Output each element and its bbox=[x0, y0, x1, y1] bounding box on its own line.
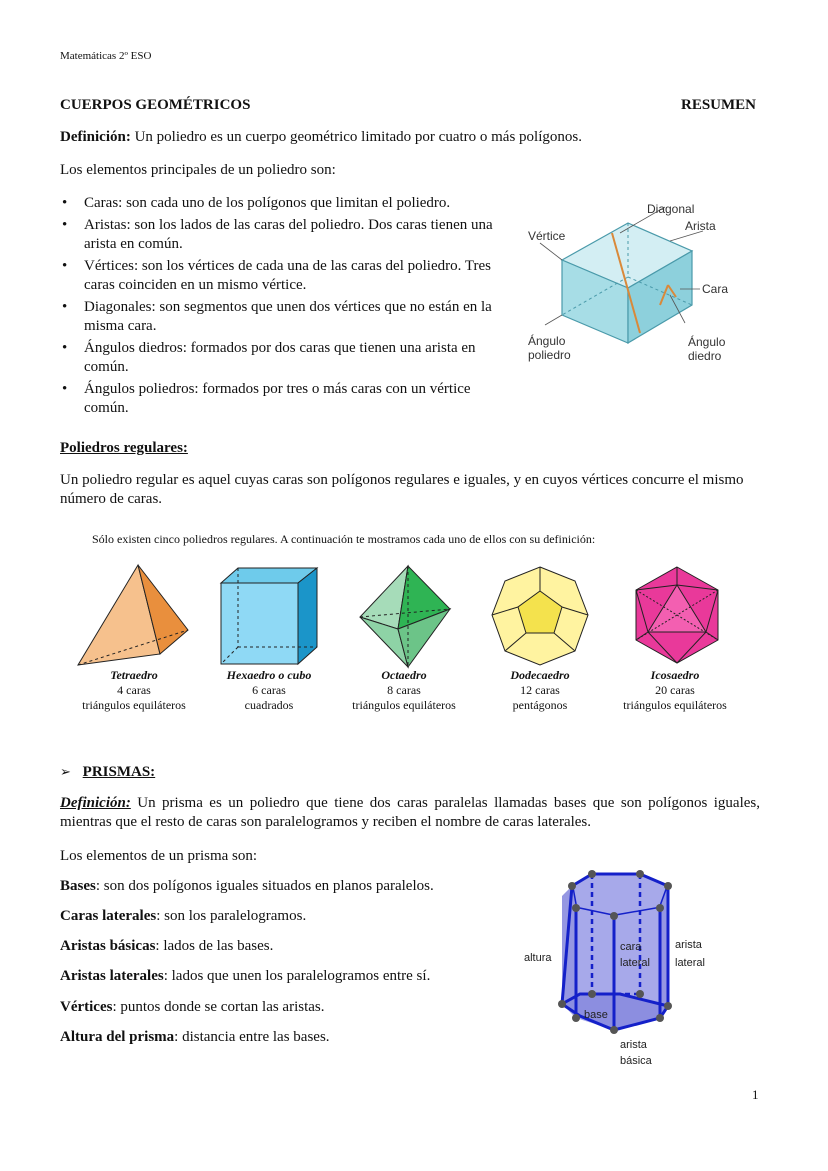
label-diagonal: Diagonal bbox=[647, 202, 695, 216]
definition bbox=[60, 128, 760, 147]
resumen-tag: RESUMEN bbox=[680, 97, 756, 113]
list-item: • Diagonales: son segmentos que unen dos vértices que no están en la misma cara. bbox=[62, 299, 492, 334]
solid-caption-hexaedro: Hexaedro o cubo 6 caras cuadrados bbox=[226, 668, 312, 712]
regular-text: Un poliedro regular es aquel cuyas caras son polígonos regulares e iguales, y en cuyos vértices concurre el mismo número de caras. bbox=[60, 472, 744, 507]
element-diagonales: Diagonales: son segmentos que unen dos vértices que no están en la misma cara. bbox=[84, 299, 492, 334]
dodecahedron-figure bbox=[490, 565, 590, 667]
element-vertices: Vértices: son los vértices de cada una de las caras del poliedro. Tres caras coinciden en un mismo vértice. bbox=[84, 258, 491, 293]
prism-item-aristas-laterales: Aristas laterales: lados que unen los paralelogramos entre sí. bbox=[60, 968, 431, 984]
label-angulo-diedro-1: Ángulo bbox=[688, 335, 726, 349]
label-arista: Arista bbox=[685, 219, 716, 233]
label-base: base bbox=[584, 1009, 608, 1021]
solid-caption-tetraedro: Tetraedro 4 caras triángulos equiláteros bbox=[82, 668, 186, 712]
label-altura: altura bbox=[524, 952, 552, 964]
prisms-intro: Los elementos de un prisma son: bbox=[60, 848, 258, 864]
prisms-heading-row bbox=[60, 762, 155, 782]
elements-intro: Los elementos principales de un poliedro son: bbox=[60, 162, 336, 178]
tetrahedron-figure bbox=[74, 562, 199, 668]
solid-caption-icosaedro: Icosaedro 20 caras triángulos equiláteros bbox=[623, 668, 727, 712]
arrow-icon: ➢ bbox=[60, 764, 71, 779]
label-arista-basica-2: básica bbox=[620, 1055, 652, 1067]
solid-caption-octaedro: Octaedro 8 caras triángulos equiláteros bbox=[352, 668, 456, 712]
definition-text: Un poliedro es un cuerpo geométrico limitado por cuatro o más polígonos. bbox=[130, 129, 582, 145]
regular-heading: Poliedros regulares: bbox=[60, 440, 188, 456]
solid-caption-dodecaedro: Dodecaedro 12 caras pentágonos bbox=[510, 668, 570, 712]
prisms-definition bbox=[60, 794, 760, 832]
definition-label: Definición: bbox=[60, 129, 131, 145]
prisms-def-text: Un prisma es un poliedro que tiene dos caras paralelas llamadas bases que son polígonos iguales, mientras que el resto de caras son paralelogramos y reciben el nombre de caras laterales. bbox=[60, 795, 760, 830]
prisms-heading: PRISMAS: bbox=[82, 764, 156, 780]
label-arista-lateral-1: arista bbox=[675, 939, 702, 951]
label-angulo-diedro-2: diedro bbox=[688, 349, 722, 363]
list-item: • Ángulos poliedros: formados por tres o más caras con un vértice común. bbox=[62, 381, 471, 416]
regular-intro: Sólo existen cinco poliedros regulares. A continuación te mostramos cada uno de ellos con su definición: bbox=[92, 532, 596, 546]
label-angulo-poliedro-2: poliedro bbox=[528, 348, 571, 362]
label-vertice: Vértice bbox=[528, 229, 566, 243]
page-title: CUERPOS GEOMÉTRICOS bbox=[60, 97, 251, 113]
element-angulos-diedros: Ángulos diedros: formados por dos caras que tienen una arista en común. bbox=[84, 340, 476, 375]
course-label: Matemáticas 2º ESO bbox=[60, 50, 152, 62]
page-number: 1 bbox=[752, 1087, 759, 1102]
cube-figure bbox=[218, 565, 320, 667]
element-angulos-poliedros: Ángulos poliedros: formados por tres o más caras con un vértice común. bbox=[84, 381, 471, 416]
element-aristas: Aristas: son los lados de las caras del poliedro. Dos caras tienen una arista en común. bbox=[84, 217, 493, 252]
list-item: • Caras: son cada uno de los polígonos que limitan el poliedro. bbox=[62, 195, 451, 211]
label-cara-lateral: lateral bbox=[620, 957, 650, 969]
prism-item-aristas-basicas: Aristas básicas: lados de las bases. bbox=[60, 938, 274, 954]
list-item: • Aristas: son los lados de las caras del poliedro. Dos caras tienen una arista en común. bbox=[62, 217, 493, 252]
prism-item-altura: Altura del prisma: distancia entre las bases. bbox=[60, 1029, 330, 1045]
label-arista-lateral-2: lateral bbox=[675, 957, 705, 969]
elements-list bbox=[60, 194, 512, 421]
octahedron-figure bbox=[358, 563, 453, 669]
icosahedron-figure bbox=[630, 565, 724, 665]
prisms-def-label: Definición: bbox=[60, 795, 131, 811]
label-cara: Cara bbox=[702, 282, 729, 296]
element-caras: Caras: son cada uno de los polígonos que limitan el poliedro. bbox=[84, 195, 451, 211]
cube-elements-diagram bbox=[520, 195, 770, 370]
list-item: • Vértices: son los vértices de cada una de las caras del poliedro. Tres caras coinciden en un mismo vértice. bbox=[62, 258, 491, 293]
prism-elements-diagram bbox=[520, 866, 750, 1071]
prism-item-vertices: Vértices: puntos donde se cortan las aristas. bbox=[60, 999, 325, 1015]
list-item: • Ángulos diedros: formados por dos caras que tienen una arista en común. bbox=[62, 340, 476, 375]
label-angulo-poliedro-1: Ángulo bbox=[528, 334, 566, 348]
label-cara: cara bbox=[620, 941, 642, 953]
prism-item-bases: Bases: son dos polígonos iguales situados en planos paralelos. bbox=[60, 878, 434, 894]
label-arista-basica-1: arista bbox=[620, 1039, 647, 1051]
prism-item-caras-laterales: Caras laterales: son los paralelogramos. bbox=[60, 908, 307, 924]
